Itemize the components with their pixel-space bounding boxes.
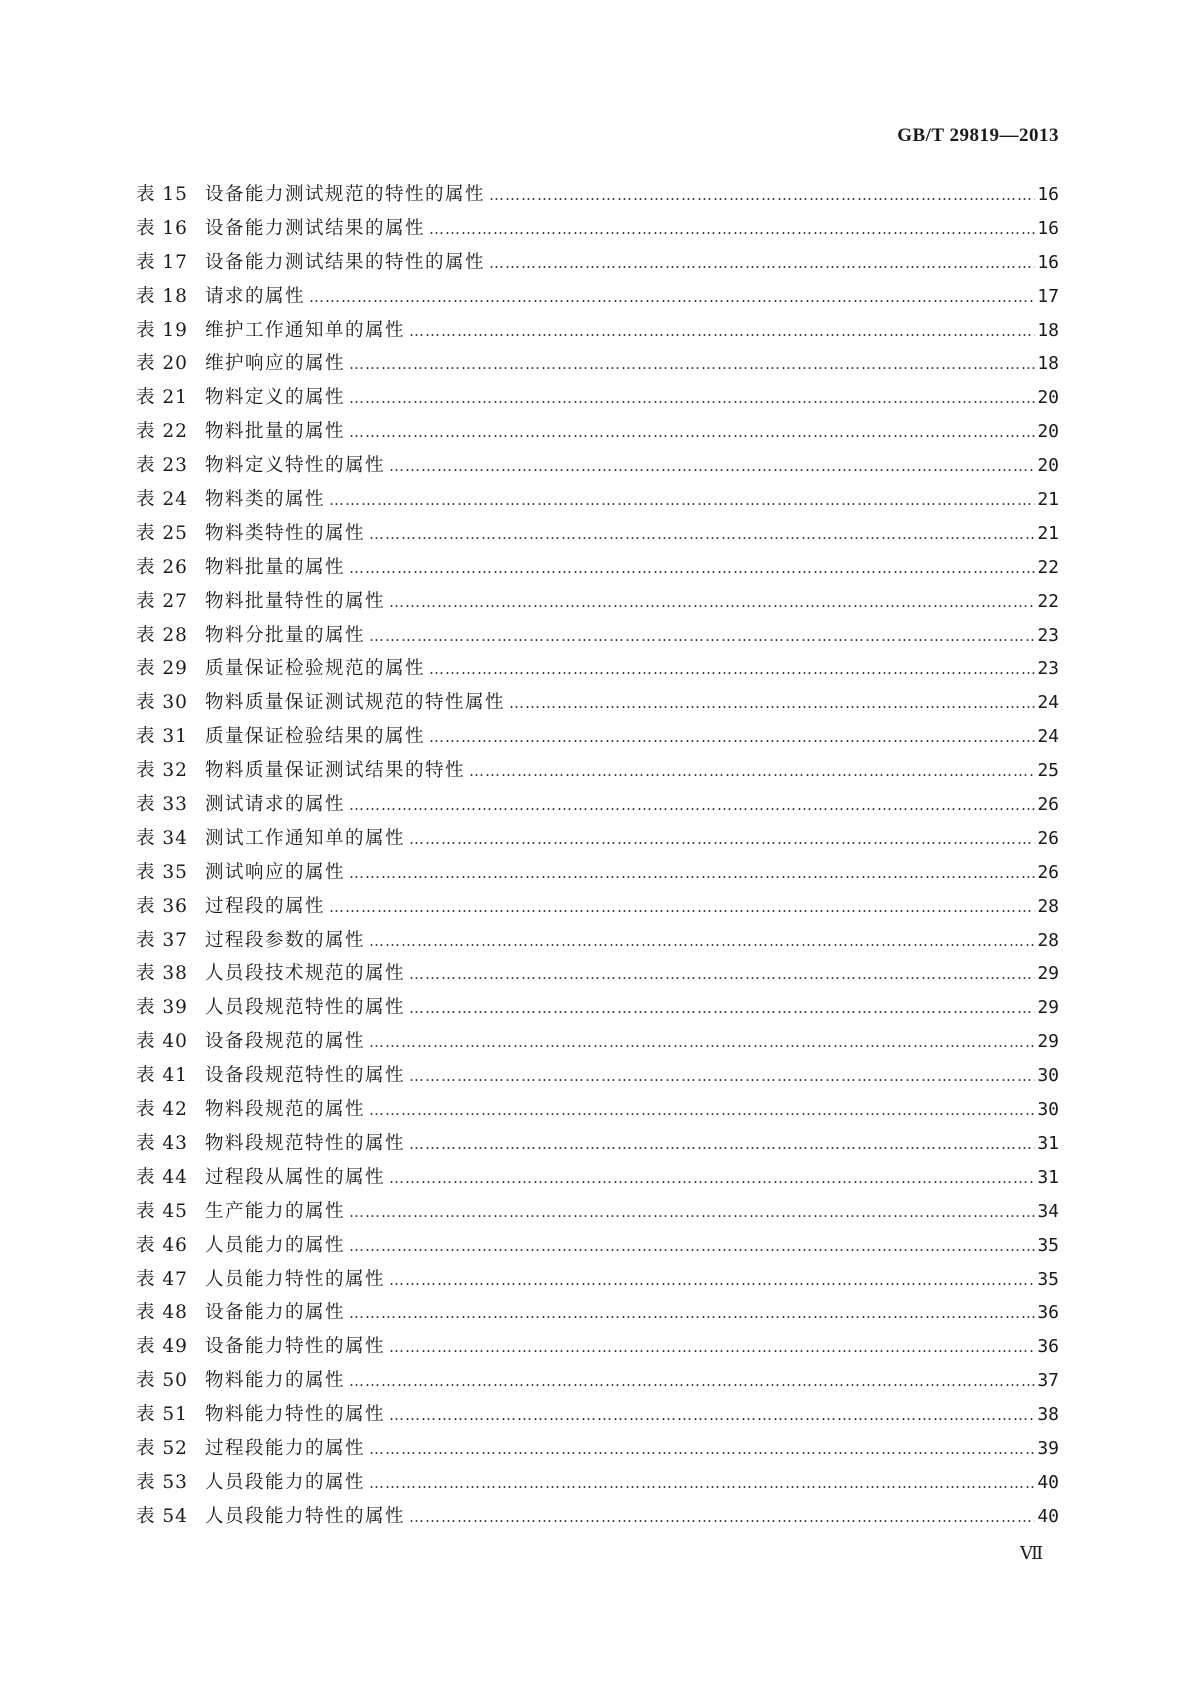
toc-entry[interactable] <box>136 212 1059 246</box>
toc-entry-label: 表 27 <box>136 590 188 612</box>
toc-leader-dots <box>369 620 1035 654</box>
toc-leader-dots <box>349 416 1035 450</box>
toc-leader-dots <box>369 1433 1035 1467</box>
toc-entry[interactable] <box>136 788 1059 822</box>
toc-entry[interactable] <box>136 1364 1059 1398</box>
toc-entry-label: 表 44 <box>136 1166 188 1188</box>
toc-entry-label: 表 24 <box>136 489 188 511</box>
toc-leader-dots <box>349 1230 1035 1264</box>
toc-entry[interactable] <box>136 1093 1059 1127</box>
toc-leader-dots <box>389 1331 1035 1365</box>
toc-entry[interactable] <box>136 619 1059 653</box>
toc-entry-page: 30 <box>1037 1099 1059 1121</box>
toc-entry-title: 人员段能力特性的属性 <box>205 1505 406 1527</box>
toc-entry-label: 表 53 <box>136 1471 188 1493</box>
toc-entry-label: 表 21 <box>136 387 188 409</box>
toc-entry[interactable] <box>136 551 1059 585</box>
toc-leader-dots <box>409 992 1035 1026</box>
toc-entry-page: 28 <box>1037 929 1059 951</box>
toc-entry-title: 设备段规范特性的属性 <box>205 1065 406 1087</box>
toc-leader-dots <box>349 789 1035 823</box>
toc-leader-dots <box>389 1162 1035 1196</box>
toc-entry-title: 人员段技术规范的属性 <box>205 963 406 985</box>
toc-leader-dots <box>349 857 1035 891</box>
toc-leader-dots <box>349 382 1035 416</box>
toc-entry-title: 物料质量保证测试结果的特性 <box>205 760 466 782</box>
toc-leader-dots <box>429 653 1035 687</box>
toc-leader-dots <box>369 1026 1035 1060</box>
toc-entry-label: 表 36 <box>136 895 188 917</box>
toc-entry-page: 40 <box>1037 1505 1059 1527</box>
toc-entry[interactable] <box>136 991 1059 1025</box>
toc-leader-dots <box>369 1094 1035 1128</box>
toc-entry[interactable] <box>136 822 1059 856</box>
standard-code-header: GB/T 29819—2013 <box>897 125 1059 146</box>
toc-entry[interactable] <box>136 347 1059 381</box>
toc-leader-dots <box>469 755 1035 789</box>
toc-entry-page: 16 <box>1037 184 1059 205</box>
toc-entry[interactable] <box>136 1195 1059 1229</box>
toc-entry-title: 物料段规范特性的属性 <box>205 1132 406 1154</box>
toc-entry-title: 过程段从属性的属性 <box>205 1166 386 1188</box>
toc-entry-page: 22 <box>1037 590 1059 612</box>
toc-entry-title: 测试请求的属性 <box>205 794 346 816</box>
toc-entry-label: 表 50 <box>136 1370 188 1392</box>
toc-entry[interactable] <box>136 280 1059 314</box>
toc-entry-title: 物料能力特性的属性 <box>205 1404 386 1426</box>
toc-entry-title: 物料质量保证测试规范的特性属性 <box>205 692 506 714</box>
toc-entry-label: 表 28 <box>136 624 188 646</box>
toc-entry-page: 16 <box>1037 217 1059 239</box>
toc-entry-page: 38 <box>1037 1404 1059 1426</box>
toc-entry-page: 28 <box>1037 895 1059 917</box>
toc-leader-dots <box>389 450 1035 484</box>
toc-entry-title: 物料定义的属性 <box>205 387 346 409</box>
toc-entry-page: 26 <box>1037 827 1059 849</box>
toc-entry[interactable] <box>136 1466 1059 1500</box>
toc-leader-dots <box>329 484 1035 518</box>
toc-leader-dots <box>389 1264 1035 1298</box>
toc-leader-dots <box>349 1196 1035 1230</box>
toc-leader-dots <box>409 1128 1035 1162</box>
toc-entry-title: 物料类特性的属性 <box>205 522 366 544</box>
toc-entry-title: 设备段规范的属性 <box>205 1031 366 1053</box>
toc-leader-dots <box>349 1297 1035 1331</box>
toc-entry-label: 表 19 <box>136 319 188 341</box>
toc-entry-label: 表 40 <box>136 1031 188 1053</box>
toc-entry-label: 表 16 <box>136 217 188 239</box>
toc-entry-label: 表 29 <box>136 658 188 680</box>
toc-entry[interactable] <box>136 1229 1059 1263</box>
toc-entry[interactable] <box>136 957 1059 991</box>
toc-entry-page: 39 <box>1037 1437 1059 1459</box>
toc-entry-page: 20 <box>1037 421 1059 443</box>
toc-leader-dots <box>409 1501 1035 1535</box>
toc-entry[interactable] <box>136 890 1059 924</box>
toc-entry-page: 22 <box>1037 556 1059 578</box>
toc-entry-label: 表 35 <box>136 861 188 883</box>
toc-leader-dots <box>349 552 1035 586</box>
toc-entry-label: 表 38 <box>136 963 188 985</box>
toc-entry[interactable] <box>136 686 1059 720</box>
toc-entry-page: 25 <box>1037 760 1059 782</box>
toc-entry-page: 29 <box>1037 963 1059 985</box>
toc-entry-label: 表 37 <box>136 929 188 951</box>
toc-entry-title: 设备能力测试结果的特性的属性 <box>205 251 486 273</box>
toc-entry[interactable] <box>136 449 1059 483</box>
toc-entry-label: 表 31 <box>136 726 188 748</box>
toc-leader-dots <box>509 687 1035 721</box>
toc-entry-label: 表 52 <box>136 1437 188 1459</box>
toc-entry[interactable] <box>136 1432 1059 1466</box>
toc-entry-page: 21 <box>1037 522 1059 544</box>
toc-entry[interactable] <box>136 381 1059 415</box>
toc-entry-page: 29 <box>1037 997 1059 1019</box>
toc-entry-label: 表 33 <box>136 794 188 816</box>
toc-entry[interactable] <box>136 856 1059 890</box>
toc-entry-title: 物料批量特性的属性 <box>205 590 386 612</box>
toc-entry-label: 表 30 <box>136 692 188 714</box>
toc-entry-title: 物料段规范的属性 <box>205 1099 366 1121</box>
toc-entry-page: 16 <box>1037 251 1059 273</box>
toc-entry-title: 物料分批量的属性 <box>205 624 366 646</box>
toc-entry-label: 表 45 <box>136 1200 188 1222</box>
toc-entry-page: 36 <box>1037 1336 1059 1358</box>
toc-entry-label: 表 25 <box>136 522 188 544</box>
toc-entry-page: 20 <box>1037 387 1059 409</box>
toc-entry[interactable] <box>136 415 1059 449</box>
toc-entry-title: 过程段参数的属性 <box>205 929 366 951</box>
toc-entry-page: 35 <box>1037 1268 1059 1290</box>
toc-entry-page: 21 <box>1037 489 1059 511</box>
toc-entry-page: 17 <box>1037 285 1059 307</box>
toc-leader-dots <box>389 1399 1035 1433</box>
toc-entry-label: 表 15 <box>136 184 188 205</box>
toc-leader-dots <box>309 281 1035 315</box>
toc-entry[interactable] <box>136 1161 1059 1195</box>
toc-leader-dots <box>349 348 1035 382</box>
toc-entry[interactable] <box>136 1127 1059 1161</box>
toc-leader-dots <box>489 179 1035 213</box>
toc-entry-label: 表 54 <box>136 1505 188 1527</box>
toc-entry-label: 表 48 <box>136 1302 188 1324</box>
toc-leader-dots <box>429 213 1035 247</box>
toc-entry-title: 人员段规范特性的属性 <box>205 997 406 1019</box>
toc-entry-title: 设备能力测试规范的特性的属性 <box>205 184 486 205</box>
toc-entry[interactable] <box>136 246 1059 280</box>
toc-entry[interactable] <box>136 1330 1059 1364</box>
toc-entry-page: 35 <box>1037 1234 1059 1256</box>
toc-entry-title: 维护响应的属性 <box>205 353 346 375</box>
toc-entry-page: 18 <box>1037 319 1059 341</box>
toc-entry[interactable] <box>136 754 1059 788</box>
toc-entry[interactable] <box>136 1296 1059 1330</box>
toc-entry[interactable] <box>136 178 1059 212</box>
toc-entry-title: 设备能力测试结果的属性 <box>205 217 426 239</box>
toc-entry-page: 36 <box>1037 1302 1059 1324</box>
toc-entry-label: 表 22 <box>136 421 188 443</box>
toc-entry[interactable] <box>136 314 1059 348</box>
toc-leader-dots <box>329 891 1035 925</box>
toc-entry[interactable] <box>136 483 1059 517</box>
toc-entry-label: 表 20 <box>136 353 188 375</box>
toc-entry-label: 表 23 <box>136 455 188 477</box>
toc-entry-page: 26 <box>1037 861 1059 883</box>
toc-leader-dots <box>489 247 1035 281</box>
toc-entry-title: 质量保证检验规范的属性 <box>205 658 426 680</box>
toc-entry-page: 18 <box>1037 353 1059 375</box>
toc-entry[interactable] <box>136 1263 1059 1297</box>
toc-entry-title: 人员能力特性的属性 <box>205 1268 386 1290</box>
toc-entry-page: 31 <box>1037 1166 1059 1188</box>
toc-entry-page: 24 <box>1037 692 1059 714</box>
toc-entry-page: 23 <box>1037 658 1059 680</box>
toc-entry-title: 物料批量的属性 <box>205 556 346 578</box>
toc-entry-title: 设备能力的属性 <box>205 1302 346 1324</box>
toc-leader-dots <box>369 518 1035 552</box>
toc-entry-title: 物料能力的属性 <box>205 1370 346 1392</box>
table-of-contents <box>136 178 1059 1534</box>
toc-entry[interactable] <box>136 1398 1059 1432</box>
toc-entry-label: 表 17 <box>136 251 188 273</box>
toc-leader-dots <box>349 1365 1035 1399</box>
toc-entry-title: 过程段的属性 <box>205 895 326 917</box>
toc-entry[interactable] <box>136 1500 1059 1534</box>
toc-leader-dots <box>409 315 1035 349</box>
toc-entry-title: 质量保证检验结果的属性 <box>205 726 426 748</box>
toc-entry-title: 物料批量的属性 <box>205 421 346 443</box>
toc-leader-dots <box>409 958 1035 992</box>
toc-entry-label: 表 51 <box>136 1404 188 1426</box>
toc-entry-label: 表 18 <box>136 285 188 307</box>
toc-entry[interactable] <box>136 585 1059 619</box>
toc-entry-title: 生产能力的属性 <box>205 1200 346 1222</box>
toc-entry-title: 设备能力特性的属性 <box>205 1336 386 1358</box>
toc-entry-label: 表 46 <box>136 1234 188 1256</box>
toc-entry-page: 24 <box>1037 726 1059 748</box>
toc-entry[interactable] <box>136 924 1059 958</box>
page-number: Ⅶ <box>1020 1543 1044 1563</box>
toc-entry-label: 表 26 <box>136 556 188 578</box>
toc-entry-label: 表 41 <box>136 1065 188 1087</box>
toc-entry[interactable] <box>136 720 1059 754</box>
toc-entry[interactable] <box>136 1025 1059 1059</box>
toc-entry-page: 31 <box>1037 1132 1059 1154</box>
toc-leader-dots <box>369 1467 1035 1501</box>
toc-entry-page: 37 <box>1037 1370 1059 1392</box>
toc-entry-label: 表 34 <box>136 827 188 849</box>
toc-entry-page: 23 <box>1037 624 1059 646</box>
toc-entry-title: 人员能力的属性 <box>205 1234 346 1256</box>
toc-entry[interactable] <box>136 652 1059 686</box>
toc-entry-label: 表 47 <box>136 1268 188 1290</box>
toc-entry-title: 人员段能力的属性 <box>205 1471 366 1493</box>
toc-entry-title: 请求的属性 <box>205 285 306 307</box>
toc-entry-page: 26 <box>1037 794 1059 816</box>
toc-entry-title: 过程段能力的属性 <box>205 1437 366 1459</box>
toc-entry-page: 40 <box>1037 1471 1059 1493</box>
toc-entry-page: 20 <box>1037 455 1059 477</box>
toc-leader-dots <box>409 1060 1035 1094</box>
toc-entry-page: 34 <box>1037 1200 1059 1222</box>
toc-entry-label: 表 39 <box>136 997 188 1019</box>
toc-leader-dots <box>369 925 1035 959</box>
toc-entry-page: 30 <box>1037 1065 1059 1087</box>
toc-entry[interactable] <box>136 517 1059 551</box>
toc-entry-label: 表 43 <box>136 1132 188 1154</box>
toc-entry[interactable] <box>136 1059 1059 1093</box>
toc-entry-title: 维护工作通知单的属性 <box>205 319 406 341</box>
toc-entry-label: 表 32 <box>136 760 188 782</box>
toc-leader-dots <box>389 586 1035 620</box>
toc-leader-dots <box>409 823 1035 857</box>
toc-leader-dots <box>429 721 1035 755</box>
toc-entry-page: 29 <box>1037 1031 1059 1053</box>
toc-entry-title: 测试工作通知单的属性 <box>205 827 406 849</box>
toc-entry-title: 测试响应的属性 <box>205 861 346 883</box>
toc-entry-label: 表 49 <box>136 1336 188 1358</box>
toc-entry-label: 表 42 <box>136 1099 188 1121</box>
toc-entry-title: 物料定义特性的属性 <box>205 455 386 477</box>
toc-entry-title: 物料类的属性 <box>205 489 326 511</box>
